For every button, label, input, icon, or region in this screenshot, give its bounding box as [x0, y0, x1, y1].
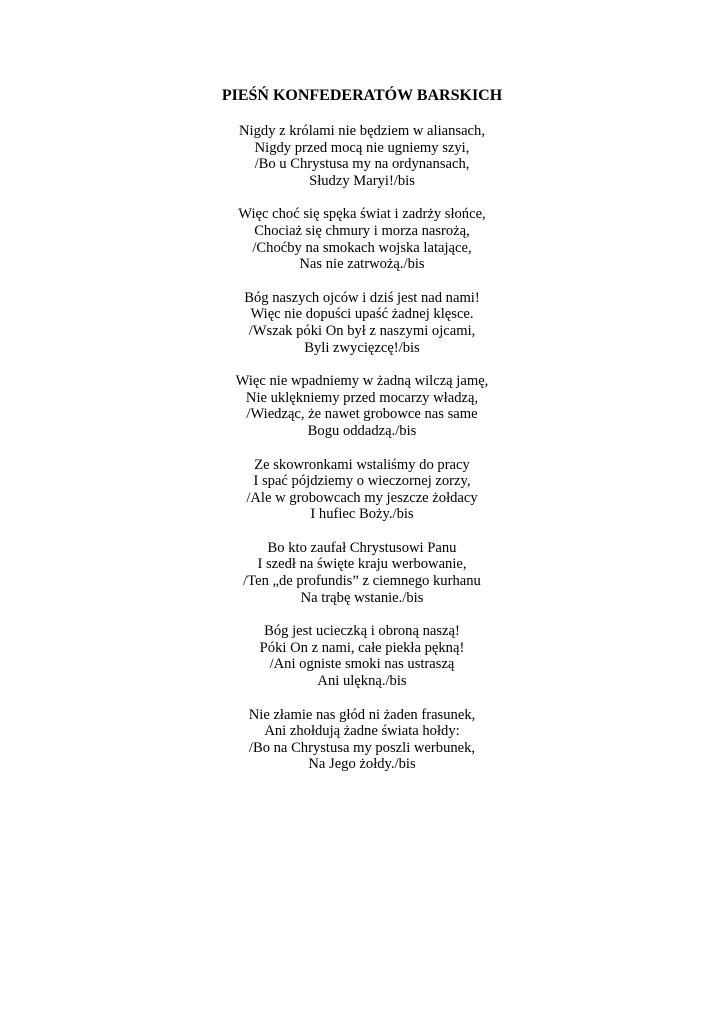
poem-line: /Bo na Chrystusa my poszli werbunek, [248, 739, 476, 756]
poem-line: Nigdy z królami nie będziem w aliansach, [239, 123, 485, 139]
poem-line: Nigdy przed mocą nie ugniemy szyi, [254, 139, 470, 156]
poem-line: Bogu oddadzą./bis [307, 422, 417, 439]
stanza-2 [0, 206, 724, 272]
poem-line: Słudzy Maryi!/bis [309, 172, 415, 189]
poem-line: Ani ulękną./bis [317, 673, 407, 690]
poem-body [0, 123, 724, 790]
poem-line: /Choćby na smokach wojska latające, [252, 239, 472, 256]
poem-line: /Bo u Chrystusa my na ordynansach, [254, 156, 470, 173]
poem-line: Na trąbę wstanie./bis [300, 589, 424, 606]
stanza-6 [0, 540, 724, 606]
stanza-8 [0, 707, 724, 773]
poem-line: Więc nie wpadniemy w żadną wilczą jamę, [235, 373, 489, 390]
poem-line: /Wszak póki On był z naszymi ojcami, [248, 322, 476, 339]
poem-line: Więc nie dopuści upaść żadnej klęsce. [250, 306, 474, 323]
poem-line: Nie uklękniemy przed mocarzy władzą, [245, 389, 479, 406]
stanza-7 [0, 623, 724, 689]
poem-line: Na Jego żołdy./bis [308, 756, 416, 773]
stanza-1 [0, 123, 724, 189]
stanza-3 [0, 290, 724, 356]
poem-line: Chociaż się chmury i morza nasrożą, [254, 222, 470, 239]
poem-line: Bóg jest ucieczką i obroną naszą! [264, 623, 460, 640]
poem-line: Nie złamie nas głód ni żaden frasunek, [248, 706, 476, 723]
poem-line: I hufiec Boży./bis [310, 506, 414, 523]
poem-line: I szedł na święte kraju werbowanie, [257, 556, 467, 573]
poem-line: /Ani ogniste smoki nas ustraszą [269, 656, 455, 673]
poem-line: I spać pójdziemy o wieczornej zorzy, [253, 473, 471, 490]
poem-line: /Ten „de profundis” z ciemnego kurhanu [243, 573, 481, 590]
page-title: PIEŚŃ KONFEDERATÓW BARSKICH [221, 87, 503, 104]
poem-line: Ani zhołdują żadne świata hołdy: [264, 723, 460, 740]
poem-line: /Wiedząc, że nawet grobowce nas same [246, 406, 478, 423]
stanza-4 [0, 373, 724, 439]
poem-line: /Ale w grobowcach my jeszcze żołdacy [246, 489, 478, 506]
poem-line: Bóg naszych ojców i dziś jest nad nami! [244, 289, 480, 306]
poem-line: Ze skowronkami wstaliśmy do pracy [254, 456, 470, 473]
poem-line: Więc choć się spęka świat i zadrży słońce, [238, 206, 486, 223]
poem-line: Nas nie zatrwożą./bis [299, 256, 425, 273]
stanza-5 [0, 457, 724, 523]
poem-line: Byli zwycięzcę!/bis [304, 339, 420, 356]
poem-line: Bo kto zaufał Chrystusowi Panu [267, 539, 457, 556]
poem-line: Póki On z nami, całe piekła pękną! [259, 639, 465, 656]
